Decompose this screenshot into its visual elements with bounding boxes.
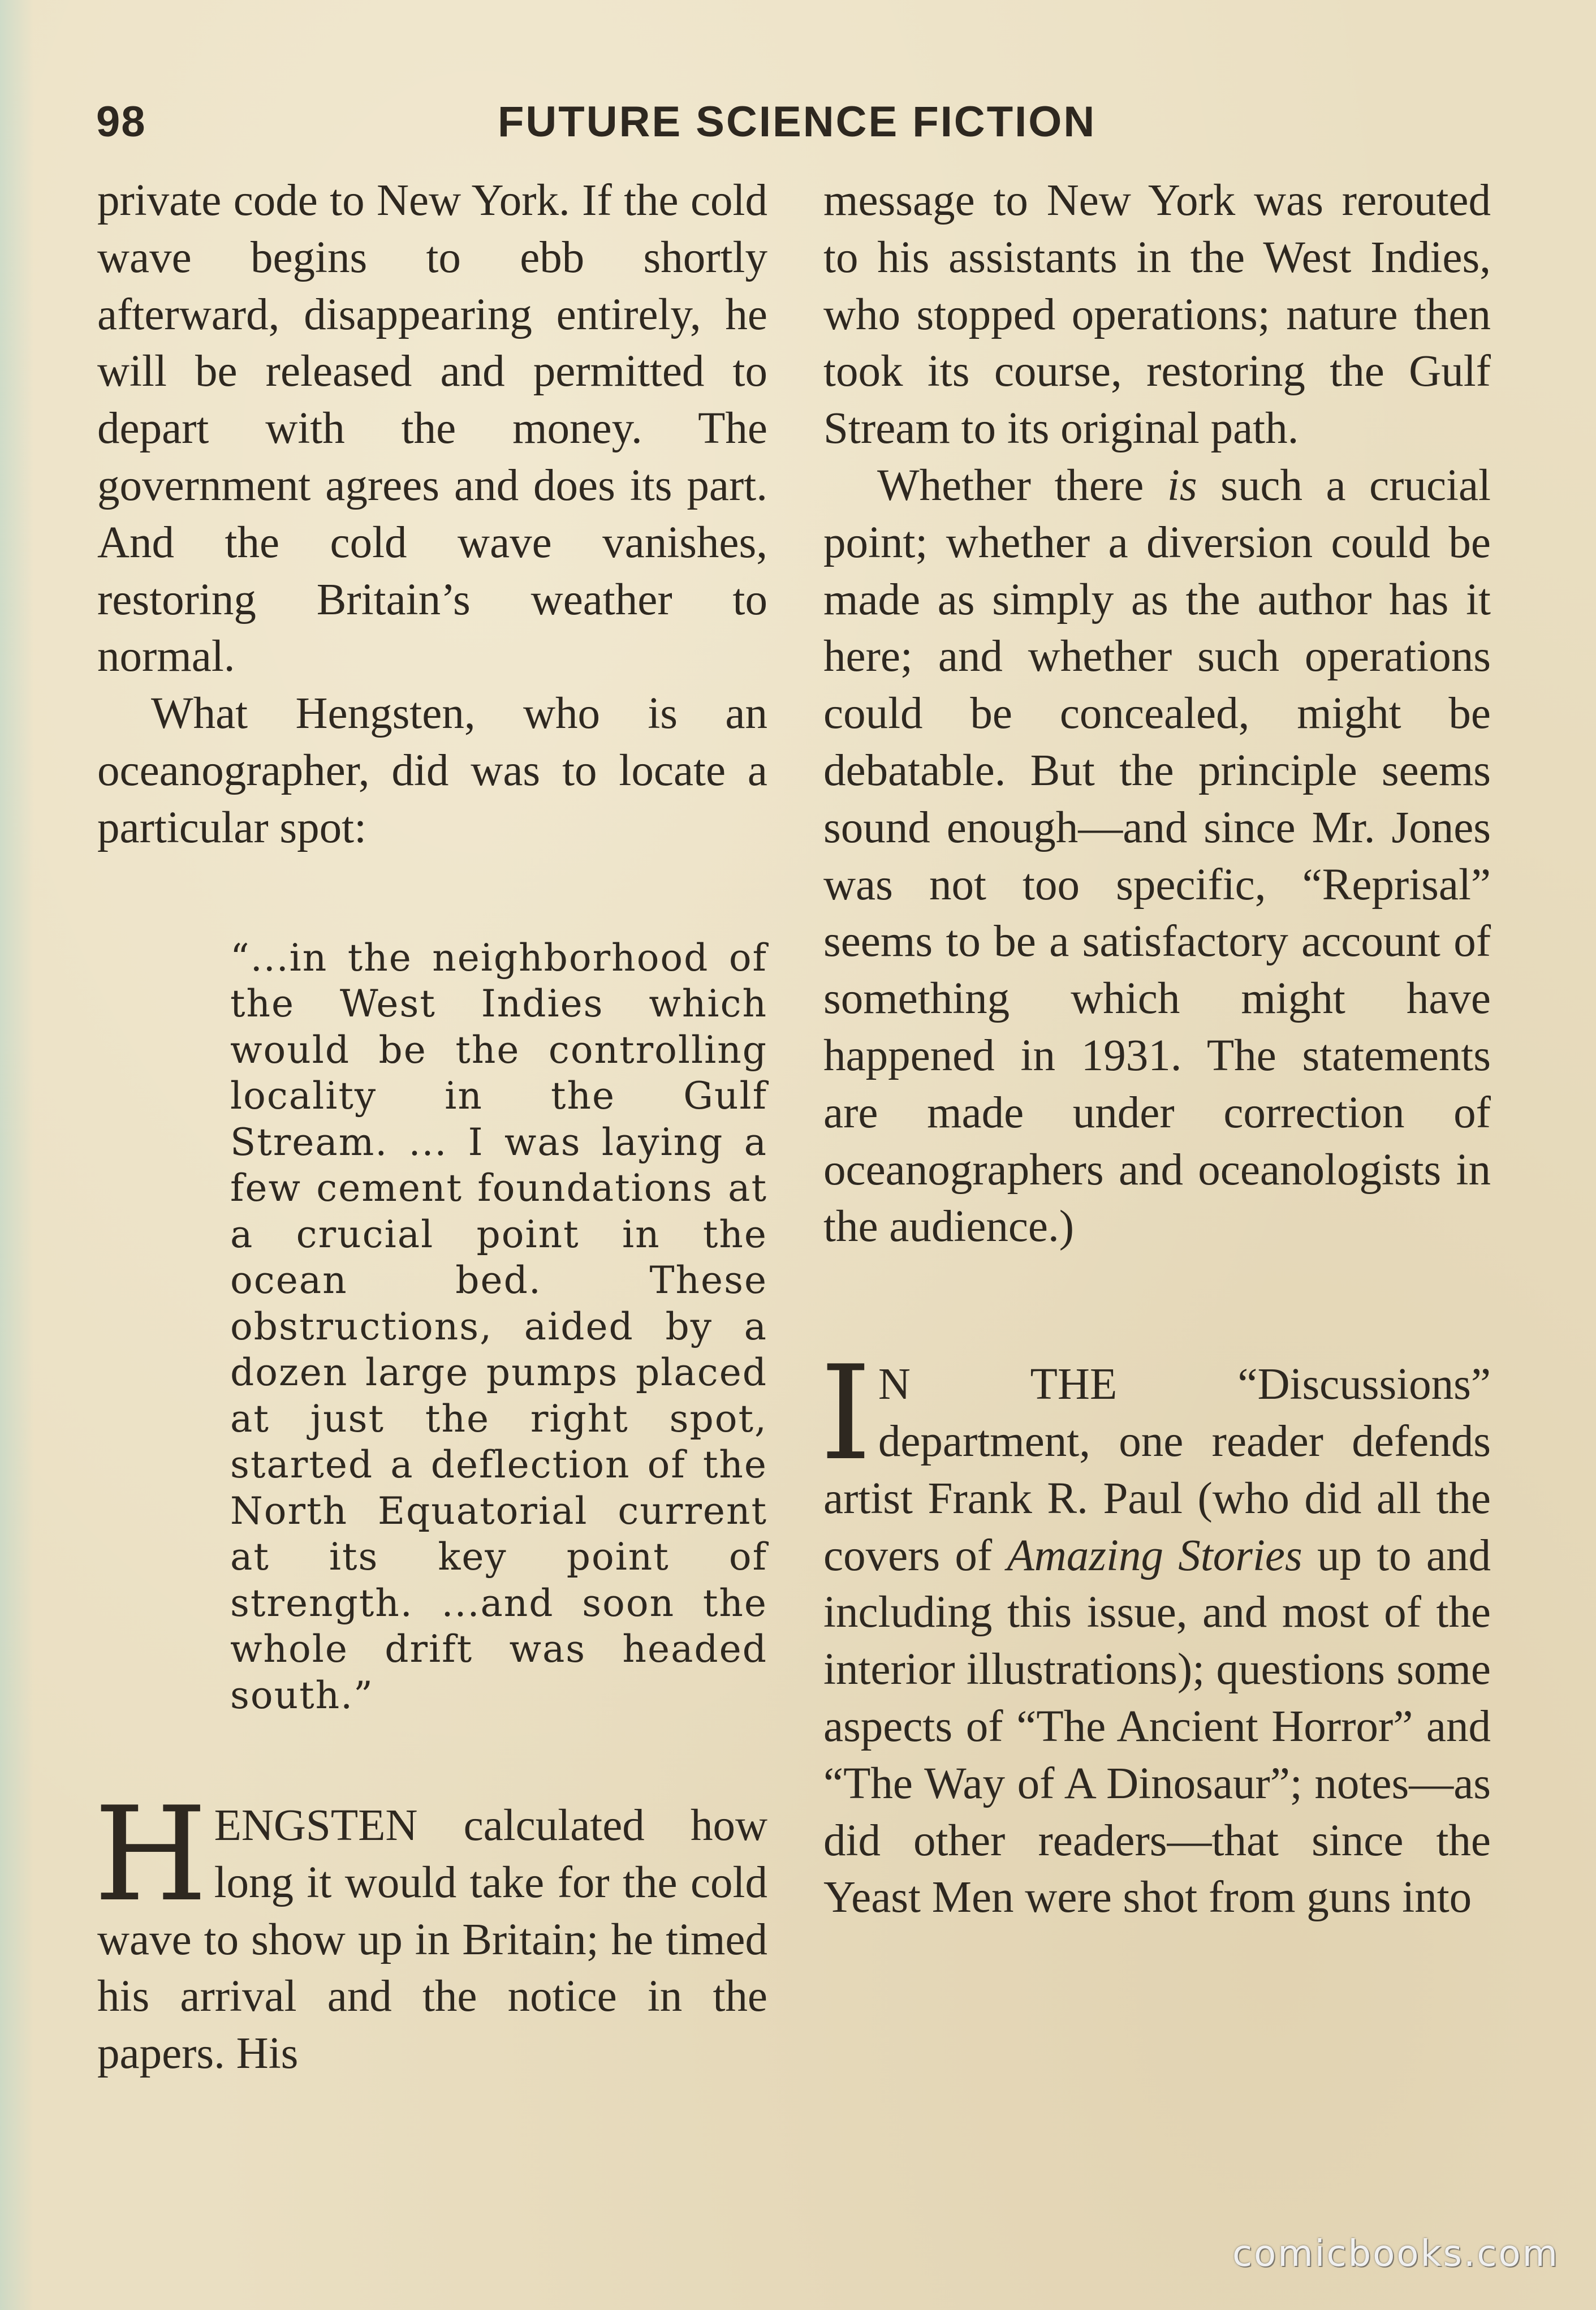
emphasis-is: is (1167, 460, 1197, 510)
left-paragraph-2: What Hengsten, who is an oceanographer, did was to locate a particular spot: (97, 689, 767, 852)
left-column (94, 173, 767, 2083)
magazine-title-amazing-stories: Amazing Stories (1007, 1531, 1302, 1580)
drop-cap-i: I (820, 1338, 872, 1490)
block-quote: “...in the neighborhood of the West Indies which would be the controlling locality in the Gulf Stream. ... I was laying a few cement foundations at a crucial point in the ocean bed. These obstructions, aided by a dozen large pumps placed at just the right spot, started a deflection of the North Equatorial current at its key point of strength. ...and soon the whole drift was headed south.” (230, 936, 767, 1717)
left-paragraph-3 (94, 1779, 767, 2083)
right-paragraph-3-end: up to and including this issue, and most of the interior illustrations); questions some aspects of “The Ancient Horror” and “The Way of A Dinosaur”; notes—as did other readers—that since the Yeast Men were shot from guns into (823, 1531, 1491, 1923)
watermark-logo: comicbooks.com (1232, 2233, 1559, 2275)
right-paragraph-3 (820, 1338, 1491, 1927)
running-title: FUTURE SCIENCE FICTION (498, 98, 1097, 146)
left-paragraph-1: private code to New York. If the cold wave begins to ebb shortly afterward, disappearing entirely, he will be released and permitted to depart with the money. The government agrees and does its part. And the cold wave vanishes, restoring Britain’s weather to normal. (97, 176, 767, 682)
right-paragraph-2 (823, 458, 1491, 1256)
right-paragraph-2-end: such a crucial point; whether a diversion could be made as simply as the author has it here; and whether such operations could be concealed, might be debatable. But the principle seems sound enough—and since Mr. Jones was not too specific, “Reprisal” seems to be a satisfactory account of something which might have happened in 1931. The statements are made under correction of oceanographers and oceanologists in the audience.) (823, 460, 1491, 1252)
left-paragraph-3-text: ENGSTEN calculated how long it would take for the cold wave to show up in Britain; he timed his arrival and the notice in the papers. His (97, 1801, 767, 2079)
right-paragraph-2-start: Whether there (877, 460, 1167, 510)
section-gap (823, 1256, 1491, 1356)
right-paragraph-1: message to New York was rerouted to his assistants in the West Indies, who stopped operations; nature then took its course, restoring the Gulf Stream to its original path. (823, 176, 1491, 454)
page-edge-stain (0, 0, 34, 2310)
right-column (820, 173, 1491, 1927)
right-paragraph-3-start: N THE “Discussions” department, one reader defends artist Frank R. Paul (who did all the covers of (823, 1360, 1491, 1580)
page-number: 98 (96, 98, 146, 146)
drop-cap-h: H (94, 1779, 208, 1931)
